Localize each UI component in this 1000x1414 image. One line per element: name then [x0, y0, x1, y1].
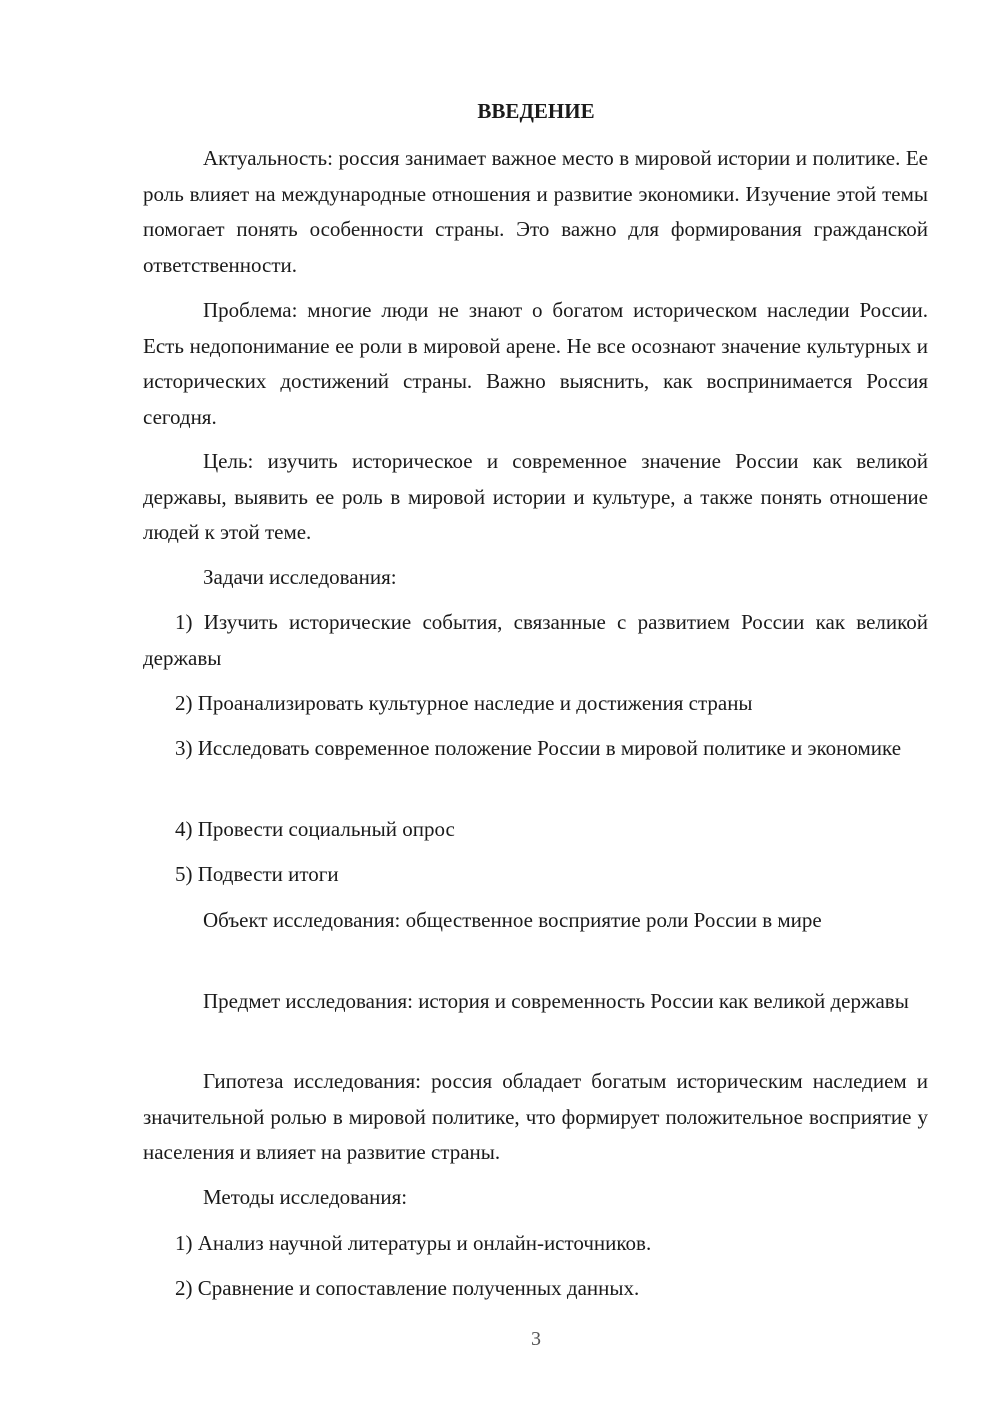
page-title: ВВЕДЕНИЕ [477, 99, 595, 123]
task-item: 5) Подвести итоги [175, 862, 339, 886]
object-paragraph: Объект исследования: общественное восприятие роли России в мире [203, 908, 822, 932]
hypothesis-paragraph: Гипотеза исследования: россия обладает богатым историческим наследием и значительной ролью в мировой политике, что формирует положительное восприятие у населения и влияет на развитие страны. [143, 1069, 928, 1164]
tasks-heading: Задачи исследования: [203, 565, 397, 589]
problem-paragraph: Проблема: многие люди не знают о богатом историческом наследии России. Есть недопонимание ее роли в мировой арене. Не все осознают значение культурных и исторических достижений страны. Важно выяснить, как воспринимается Россия сегодня. [143, 298, 928, 429]
task-item: 2) Проанализировать культурное наследие и достижения страны [175, 691, 753, 715]
subject-paragraph: Предмет исследования: история и современность России как великой державы [203, 989, 909, 1013]
goal-paragraph: Цель: изучить историческое и современное значение России как великой державы, выявить ее роль в мировой истории и культуре, а также понять отношение людей к этой теме. [143, 449, 928, 544]
task-item: 3) Исследовать современное положение России в мировой политике и экономике [175, 736, 902, 760]
task-item: 1) Изучить исторические события, связанные с развитием России как великой державы [143, 610, 928, 670]
task-item: 4) Провести социальный опрос [175, 817, 455, 841]
methods-heading: Методы исследования: [203, 1185, 408, 1209]
method-item: 2) Сравнение и сопоставление полученных данных. [175, 1276, 640, 1300]
relevance-paragraph: Актуальность: россия занимает важное место в мировой истории и политике. Ее роль влияет на международные отношения и развитие экономики. Изучение этой темы помогает понять особенности страны. Это важно для формирования гражданской ответственности. [143, 146, 928, 277]
page-number: 3 [531, 1328, 541, 1350]
method-item: 1) Анализ научной литературы и онлайн-источников. [175, 1231, 652, 1255]
